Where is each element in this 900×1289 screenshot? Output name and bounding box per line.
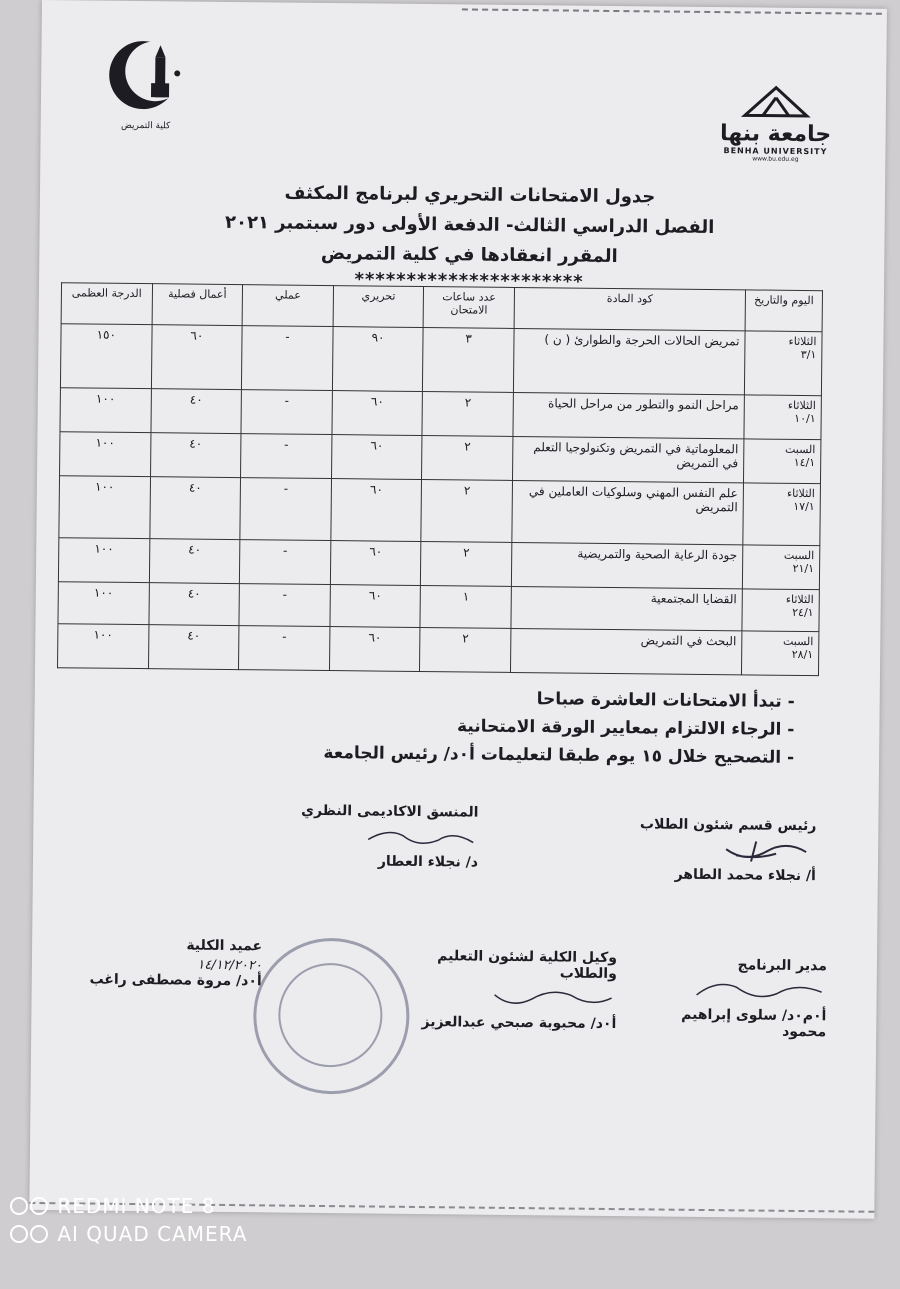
cell-subject: البحث في التمريض [510, 628, 741, 674]
cell-hours: ٢ [421, 480, 512, 543]
cell-total: ١٠٠ [60, 432, 151, 477]
cell-coursework: ٤٠ [150, 433, 241, 478]
header-written: تحريري [333, 286, 424, 328]
signature-program-director: مدير البرنامج أ٠م٠د/ سلوى إبراهيم محمود [681, 957, 828, 1041]
title-line-1: جدول الامتحانات التحريري لبرنامج المكثف [284, 182, 656, 208]
cell-written: ٦٠ [330, 541, 421, 586]
cell-total: ١٠٠ [60, 388, 151, 433]
note-correction-period: - التصحيح خلال ١٥ يوم طبقا لتعليمات أ٠د/ رئيس الجامعة [323, 742, 795, 768]
cell-hours: ١ [420, 585, 511, 628]
camera-lens-icon [10, 1225, 28, 1243]
stars-divider: ********************** [354, 269, 584, 293]
cell-practical: - [240, 478, 331, 541]
cell-subject: المعلوماتية في التمريض وتكنولوجيا التعلم في التمريض [512, 436, 743, 482]
table-row [60, 324, 822, 396]
cell-practical: - [239, 626, 330, 671]
cell-written: ٦٠ [329, 627, 420, 672]
handwritten-signature-icon [358, 823, 478, 850]
faculty-logo [101, 37, 192, 132]
camera-lens-icon [30, 1225, 48, 1243]
watermark-line-2: AI QUAD CAMERA [57, 1222, 248, 1246]
cell-hours: ٣ [423, 328, 514, 393]
cell-practical: - [239, 584, 330, 627]
cell-day: السبت ١٤/١ [743, 439, 820, 484]
handwritten-signature-icon [696, 837, 816, 864]
signature-academic-coordinator: المنسق الاكاديمى النظري د/ نجلاء العطار [301, 802, 479, 871]
camera-lens-icon [30, 1197, 48, 1215]
cell-day: السبت ٢١/١ [742, 545, 819, 590]
cell-coursework: ٤٠ [149, 583, 240, 626]
dean-handwritten-date: ١٤/١٢/٢٠٢٠ [197, 957, 262, 974]
handwritten-signature-icon [486, 985, 616, 1012]
document-page [29, 0, 887, 1219]
university-emblem-icon [741, 85, 811, 118]
watermark-line-1: REDMI NOTE 8 [57, 1194, 216, 1218]
cell-subject: تمريض الحالات الحرجة والطوارئ ( ن ) [513, 328, 745, 394]
cell-hours: ٢ [421, 542, 512, 587]
cell-day: الثلاثاء ١٠/١ [744, 395, 821, 440]
cell-total: ١٠٠ [58, 624, 149, 669]
cell-subject: علم النفس المهني وسلوكيات العاملين في التمريض [512, 480, 744, 544]
signature-vice-dean: وكيل الكلية لشئون التعليم والطلاب أ٠د/ محبوبة صبحي عبدالعزيز [421, 948, 618, 1033]
cell-subject: جودة الرعاية الصحية والتمريضية [511, 542, 742, 588]
table-row [58, 538, 819, 590]
cell-hours: ٢ [420, 627, 511, 672]
cell-practical: - [241, 434, 332, 479]
table-row [59, 476, 821, 546]
cell-written: ٦٠ [332, 391, 423, 436]
cell-practical: - [241, 390, 332, 435]
header-subject: كود المادة [514, 287, 745, 330]
table-row [58, 624, 819, 676]
title-line-3: المقرر انعقادها في كلية التمريض [320, 242, 618, 268]
title-line-2: الفصل الدراسي الثالث- الدفعة الأولى دور سبتمبر ٢٠٢١ [224, 211, 715, 239]
camera-lens-icon [10, 1197, 28, 1215]
camera-watermark [10, 1192, 247, 1248]
header-total: الدرجة العظمى [61, 283, 152, 325]
note-paper-standards: - الرجاء الالتزام بمعايير الورقة الامتحانية [456, 716, 795, 740]
note-start-time: - تبدأ الامتحانات العاشرة صباحا [536, 689, 795, 712]
cell-written: ٦٠ [331, 479, 422, 542]
header-coursework: أعمال فصلية [152, 284, 243, 326]
cell-total: ١٠٠ [58, 582, 149, 625]
table-row [60, 432, 821, 484]
cell-written: ٩٠ [332, 327, 423, 392]
cell-coursework: ٤٠ [149, 477, 240, 540]
cell-coursework: ٤٠ [151, 389, 242, 434]
crescent-tower-icon [101, 37, 192, 116]
cell-hours: ٢ [422, 436, 513, 481]
exam-schedule-table [57, 282, 823, 676]
perforation-top [462, 8, 882, 14]
exam-notes [214, 682, 795, 772]
university-name-ar: جامعة بنها [719, 121, 832, 148]
cell-coursework: ٤٠ [149, 539, 240, 584]
cell-total: ١٠٠ [58, 538, 149, 583]
cell-day: الثلاثاء ٣/١ [744, 331, 822, 396]
faculty-caption: كلية التمريض [120, 120, 171, 132]
cell-subject: مراحل النمو والتطور من مراحل الحياة [513, 392, 744, 438]
university-logo [715, 85, 836, 163]
cell-day: السبت ٢٨/١ [741, 631, 818, 676]
cell-hours: ٢ [422, 392, 513, 437]
header-hours: عدد ساعات الامتحان [423, 287, 514, 329]
document-titles [189, 178, 750, 300]
university-name-en: BENHA UNIVERSITY [723, 146, 828, 157]
signature-student-affairs: رئيس قسم شئون الطلاب أ/ نجلاء محمد الطاهر [639, 816, 817, 885]
cell-day: الثلاثاء ١٧/١ [743, 483, 821, 546]
official-stamp [253, 937, 411, 1095]
cell-total: ١٥٠ [60, 324, 151, 389]
cell-coursework: ٦٠ [151, 325, 242, 390]
table-row [60, 388, 821, 440]
cell-written: ٦٠ [331, 435, 422, 480]
cell-coursework: ٤٠ [148, 625, 239, 670]
cell-total: ١٠٠ [59, 476, 150, 539]
header-practical: عملي [242, 285, 333, 327]
header-day: اليوم والتاريخ [745, 290, 822, 332]
cell-subject: القضايا المجتمعية [511, 586, 742, 630]
cell-day: الثلاثاء ٢٤/١ [742, 589, 819, 632]
handwritten-signature-icon [687, 977, 827, 1004]
cell-written: ٦٠ [330, 585, 421, 628]
university-website: www.bu.edu.eg [752, 155, 799, 163]
signature-dean: عميد الكلية ١٤/١٢/٢٠٢٠ أ٠د/ مروة مصطفى راغب [72, 936, 263, 989]
cell-practical: - [242, 326, 333, 391]
cell-practical: - [240, 540, 331, 585]
